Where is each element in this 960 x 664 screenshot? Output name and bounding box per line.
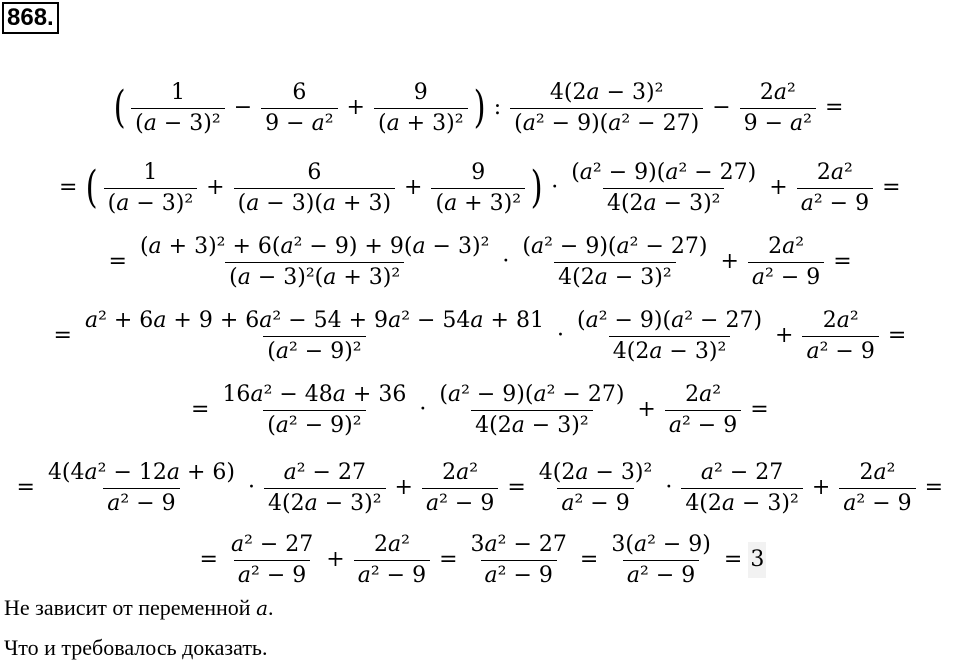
fraction-denominator: (a − 3)² bbox=[104, 188, 198, 218]
fraction-denominator: a² − 9 bbox=[103, 488, 179, 518]
equation-line-3 bbox=[103, 233, 858, 292]
math-operator: − bbox=[233, 95, 253, 120]
fraction bbox=[839, 459, 915, 518]
math-operator: = bbox=[507, 475, 526, 500]
fraction-denominator: (a² − 9)² bbox=[263, 410, 365, 440]
math-operator: + bbox=[206, 175, 225, 200]
equation-line-7 bbox=[194, 531, 767, 590]
fraction bbox=[797, 159, 873, 218]
fraction-numerator: 6 bbox=[307, 159, 322, 185]
fraction-numerator: a² − 27 bbox=[700, 459, 784, 485]
fraction bbox=[681, 459, 803, 518]
math-operator: = bbox=[924, 475, 944, 500]
fraction-numerator: 4(4a² − 12a + 6) bbox=[47, 459, 235, 485]
math-operator: = bbox=[723, 547, 743, 572]
fraction-numerator: 4(2a − 3)² bbox=[549, 79, 664, 105]
conclusion-text: Не зависит от переменной bbox=[4, 595, 257, 620]
fraction-numerator: 6 bbox=[292, 79, 307, 105]
fraction bbox=[234, 159, 395, 218]
fraction-denominator: (a − 3)(a + 3) bbox=[234, 188, 395, 218]
fraction bbox=[518, 233, 711, 292]
math-operator: · bbox=[419, 397, 427, 422]
fraction-numerator: a² + 6a + 9 + 6a² − 54 + 9a² − 54a + 81 bbox=[84, 307, 544, 333]
fraction-numerator: 16a² − 48a + 36 bbox=[222, 381, 407, 407]
fraction-numerator: 2a² bbox=[759, 79, 796, 105]
fraction-numerator: 2a² bbox=[822, 307, 859, 333]
fraction-numerator: (a + 3)² + 6(a² − 9) + 9(a − 3)² bbox=[139, 233, 490, 259]
fraction-numerator: a² − 27 bbox=[230, 531, 314, 557]
right-parenthesis: ) bbox=[473, 82, 486, 133]
right-parenthesis: ) bbox=[530, 162, 543, 213]
fraction-denominator: 4(2a − 3)² bbox=[609, 336, 731, 366]
fraction-denominator: a² − 9 bbox=[481, 560, 557, 590]
fraction bbox=[81, 307, 548, 366]
conclusion-line-1 bbox=[4, 595, 274, 621]
fraction-numerator: 2a² bbox=[859, 459, 896, 485]
fraction-denominator: (a + 3)² bbox=[374, 108, 468, 138]
fraction bbox=[354, 531, 430, 590]
fraction-denominator: 4(2a − 3)² bbox=[471, 410, 593, 440]
fraction-denominator: a² − 9 bbox=[623, 560, 699, 590]
math-operator: = bbox=[16, 475, 35, 500]
fraction-numerator: 2a² bbox=[373, 531, 410, 557]
math-operator: = bbox=[59, 175, 78, 200]
fraction-numerator: 3a² − 27 bbox=[470, 531, 567, 557]
fraction-denominator: a² − 9 bbox=[557, 488, 633, 518]
fraction bbox=[535, 459, 657, 518]
fraction-numerator: 2a² bbox=[685, 381, 722, 407]
fraction-denominator: 4(2a − 3)² bbox=[554, 262, 676, 292]
fraction bbox=[607, 531, 715, 590]
fraction bbox=[264, 459, 386, 518]
fraction-denominator: a² − 9 bbox=[354, 560, 430, 590]
math-operator: · bbox=[502, 249, 510, 274]
fraction-numerator: 3(a² − 9) bbox=[611, 531, 711, 557]
math-operator: + bbox=[346, 95, 365, 120]
math-operator: : bbox=[493, 95, 502, 120]
math-operator: = bbox=[191, 397, 210, 422]
fraction-denominator: a² − 9 bbox=[422, 488, 498, 518]
fraction bbox=[261, 79, 337, 138]
math-operator: = bbox=[882, 175, 901, 200]
equation-line-4 bbox=[48, 307, 913, 366]
fraction bbox=[422, 459, 498, 518]
equation-line-2 bbox=[53, 159, 907, 218]
fraction bbox=[748, 233, 824, 292]
fraction-denominator: a² − 9 bbox=[839, 488, 915, 518]
math-operator: · bbox=[551, 175, 559, 200]
math-operator: = bbox=[53, 323, 72, 348]
math-operator: + bbox=[326, 547, 345, 572]
fraction-denominator: a² − 9 bbox=[234, 560, 310, 590]
fraction bbox=[227, 531, 317, 590]
fraction bbox=[802, 307, 878, 366]
fraction bbox=[131, 79, 225, 138]
fraction bbox=[104, 159, 198, 218]
fraction-numerator: 2a² bbox=[768, 233, 805, 259]
fraction bbox=[44, 459, 239, 518]
fraction bbox=[435, 381, 628, 440]
fraction-numerator: 1 bbox=[170, 79, 185, 105]
fraction bbox=[510, 79, 703, 138]
fraction-denominator: 4(2a − 3)² bbox=[264, 488, 386, 518]
fraction-denominator: a² − 9 bbox=[797, 188, 873, 218]
left-parenthesis: ( bbox=[113, 82, 126, 133]
math-operator: · bbox=[665, 475, 673, 500]
math-operator: · bbox=[248, 475, 255, 500]
fraction-numerator: 9 bbox=[471, 159, 486, 185]
equation-line-6 bbox=[11, 459, 950, 518]
math-operator: = bbox=[750, 397, 769, 422]
fraction-denominator: a² − 9 bbox=[802, 336, 878, 366]
math-operator: + bbox=[775, 323, 794, 348]
fraction bbox=[218, 381, 410, 440]
fraction-numerator: 2a² bbox=[442, 459, 479, 485]
math-operator: = bbox=[108, 249, 127, 274]
fraction-denominator: a² − 9 bbox=[665, 410, 741, 440]
fraction bbox=[665, 381, 741, 440]
fraction-numerator: 9 bbox=[413, 79, 428, 105]
conclusion-variable: a bbox=[256, 596, 268, 620]
math-operator: + bbox=[720, 249, 739, 274]
fraction-numerator: (a² − 9)(a² − 27) bbox=[522, 233, 708, 259]
equation-line-5 bbox=[185, 381, 775, 440]
math-operator: = bbox=[439, 547, 458, 572]
math-operator: + bbox=[637, 397, 656, 422]
fraction bbox=[374, 79, 468, 138]
final-answer: 3 bbox=[748, 542, 766, 578]
math-operator: + bbox=[769, 175, 788, 200]
fraction-numerator: (a² − 9)(a² − 27) bbox=[439, 381, 625, 407]
fraction bbox=[567, 159, 760, 218]
fraction-denominator: (a² − 9)² bbox=[263, 336, 365, 366]
fraction bbox=[136, 233, 493, 292]
fraction-numerator: 1 bbox=[143, 159, 158, 185]
fraction-numerator: a² − 27 bbox=[283, 459, 366, 485]
fraction bbox=[573, 307, 766, 366]
math-operator: + bbox=[404, 175, 423, 200]
fraction-denominator: 4(2a − 3)² bbox=[603, 188, 725, 218]
fraction-denominator: 4(2a − 3)² bbox=[681, 488, 803, 518]
problem-number: 868. bbox=[2, 2, 59, 34]
math-operator: − bbox=[712, 95, 731, 120]
math-operator: = bbox=[199, 547, 218, 572]
fraction bbox=[431, 159, 525, 218]
math-operator: + bbox=[394, 475, 413, 500]
fraction-denominator: (a + 3)² bbox=[431, 188, 525, 218]
fraction-numerator: 2a² bbox=[816, 159, 853, 185]
equation-line-1 bbox=[111, 79, 849, 138]
left-parenthesis: ( bbox=[86, 162, 99, 213]
fraction-denominator: (a² − 9)(a² − 27) bbox=[510, 108, 703, 138]
fraction-denominator: (a − 3)²(a + 3)² bbox=[225, 262, 404, 292]
conclusion-period: . bbox=[268, 595, 274, 620]
fraction-numerator: (a² − 9)(a² − 27) bbox=[576, 307, 763, 333]
fraction-numerator: (a² − 9)(a² − 27) bbox=[571, 159, 757, 185]
conclusion-line-2: Что и требовалось доказать. bbox=[4, 635, 268, 660]
fraction-numerator: 4(2a − 3)² bbox=[538, 459, 653, 485]
math-operator: = bbox=[887, 323, 907, 348]
math-operator: + bbox=[811, 475, 831, 500]
math-operator: = bbox=[833, 249, 852, 274]
math-operator: = bbox=[579, 547, 599, 572]
fraction-denominator: a² − 9 bbox=[748, 262, 824, 292]
fraction-denominator: (a − 3)² bbox=[131, 108, 225, 138]
fraction bbox=[467, 531, 571, 590]
math-operator: = bbox=[825, 95, 844, 120]
math-operator: · bbox=[556, 323, 564, 348]
fraction-denominator: 9 − a² bbox=[740, 108, 816, 138]
fraction-denominator: 9 − a² bbox=[261, 108, 337, 138]
fraction bbox=[740, 79, 816, 138]
